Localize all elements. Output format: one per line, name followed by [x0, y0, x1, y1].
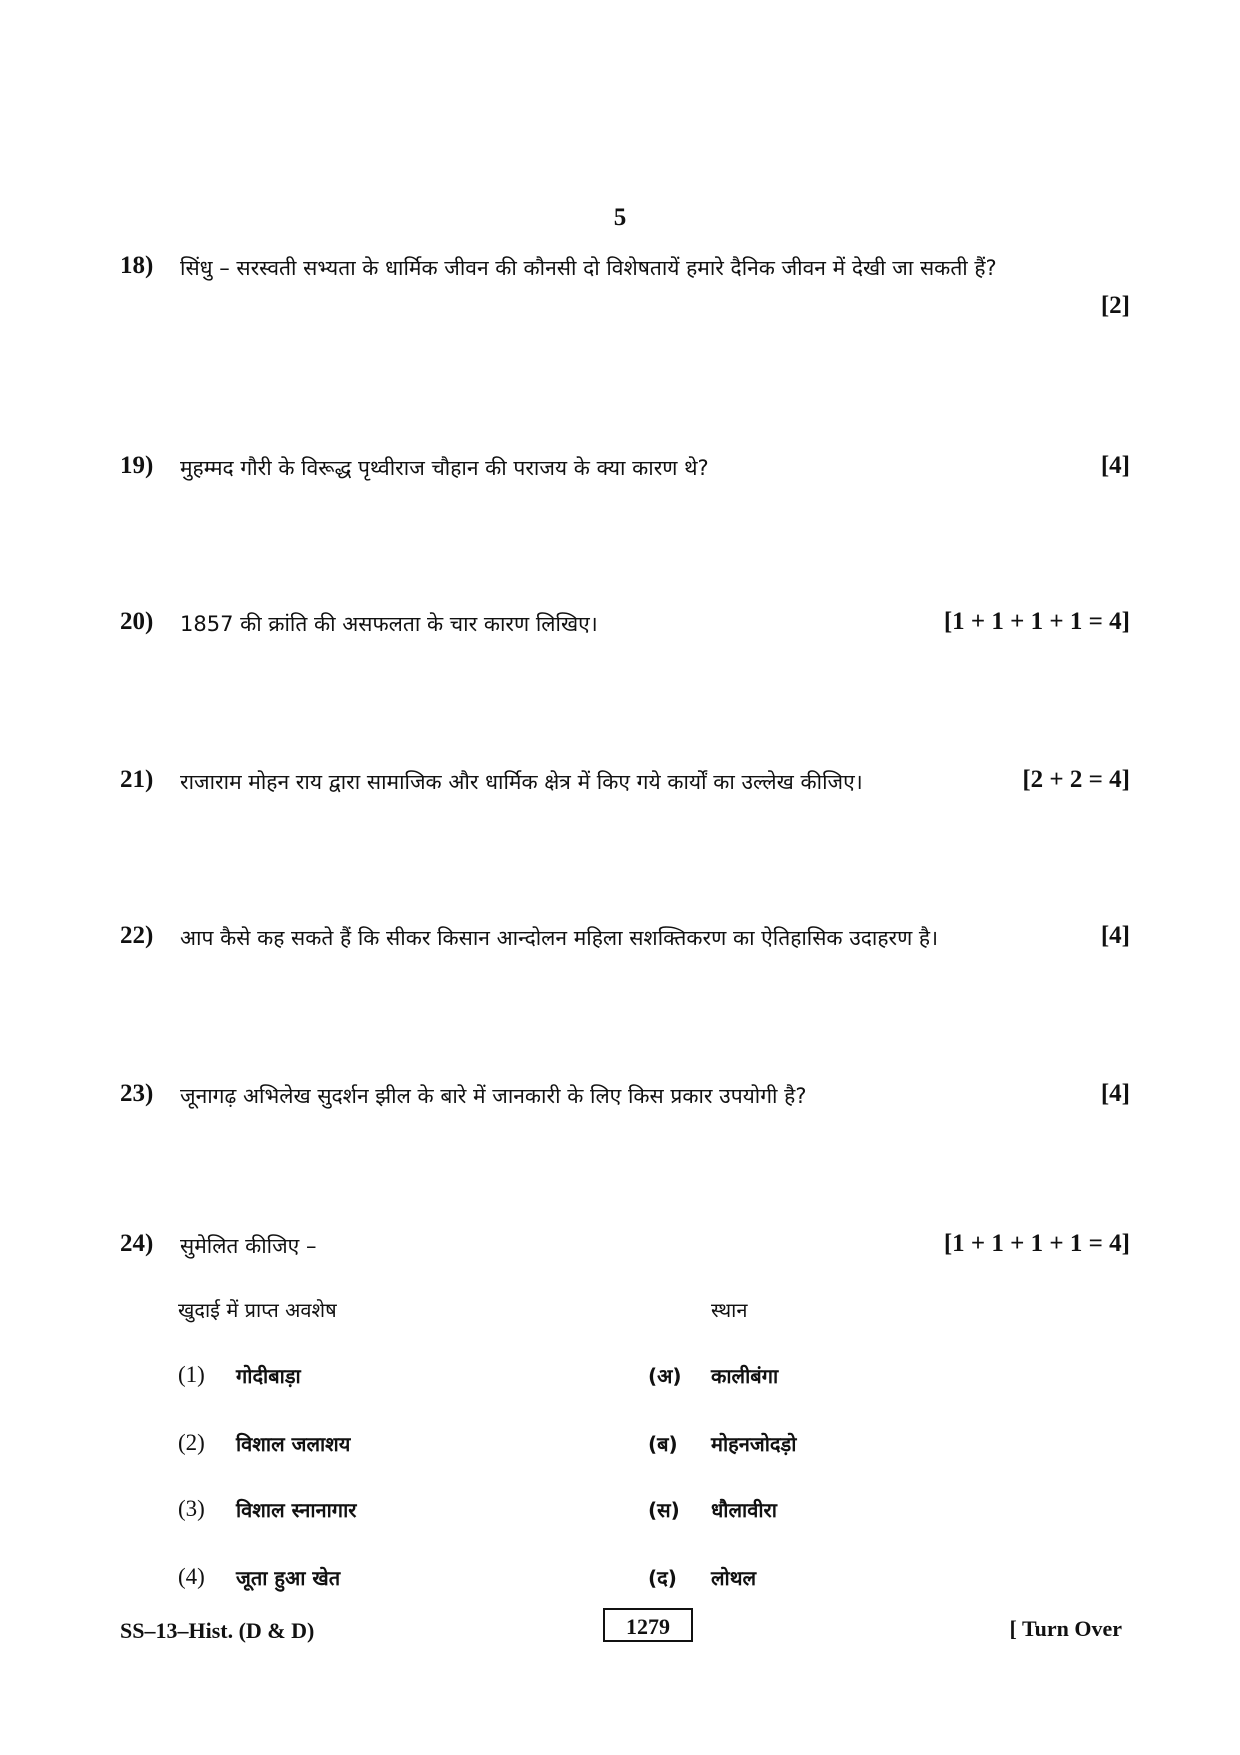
match-right-number: (द) [648, 1566, 677, 1590]
match-right-number: (ब) [648, 1432, 678, 1456]
match-row [178, 1564, 978, 1596]
question-number: 20) [120, 608, 154, 635]
question-marks: [1 + 1 + 1 + 1 = 4] [943, 608, 1130, 635]
match-left-number: (3) [178, 1496, 205, 1521]
match-left-number: (4) [178, 1564, 205, 1589]
match-row [178, 1496, 978, 1528]
turn-over-note: [ Turn Over [1009, 1616, 1122, 1641]
match-row [178, 1430, 978, 1462]
page-number: 5 [613, 204, 627, 231]
match-left-text: गोदीबाड़ा [236, 1364, 301, 1388]
match-left-number: (2) [178, 1430, 205, 1455]
match-right-number: (अ) [648, 1364, 682, 1388]
paper-code: SS–13–Hist. (D & D) [120, 1618, 315, 1643]
question-text: सुमेलित कीजिए – [180, 1234, 317, 1258]
question-number: 18) [120, 252, 154, 279]
match-right-number: (स) [648, 1498, 680, 1522]
match-left-text: विशाल स्नानागार [236, 1498, 357, 1522]
question-text: सिंधु – सरस्वती सभ्यता के धार्मिक जीवन की कौनसी दो विशेषतायें हमारे दैनिक जीवन में देखी जा सकती हैं? [180, 256, 997, 280]
question-text: आप कैसे कह सकते हैं कि सीकर किसान आन्दोलन महिला सशक्तिकरण का ऐतिहासिक उदाहरण है। [180, 926, 939, 950]
question-marks: [4] [1100, 452, 1130, 479]
question-text: राजाराम मोहन राय द्वारा सामाजिक और धार्मिक क्षेत्र में किए गये कार्यों का उल्लेख कीजिए। [180, 770, 863, 794]
match-left-header: खुदाई में प्राप्त अवशेष [178, 1298, 337, 1322]
match-right-text: कालीबंगा [711, 1364, 779, 1388]
question-number: 23) [120, 1080, 154, 1107]
question-marks: [1 + 1 + 1 + 1 = 4] [943, 1230, 1130, 1257]
question-text: 1857 की क्रांति की असफलता के चार कारण लिखिए। [180, 612, 598, 636]
question-marks: [2] [1100, 292, 1130, 319]
match-right-text: धौलावीरा [711, 1498, 777, 1522]
match-right-text: लोथल [711, 1566, 757, 1590]
question-number: 22) [120, 922, 154, 949]
question-number: 21) [120, 766, 154, 793]
match-right-header: स्थान [711, 1298, 748, 1322]
question-number: 19) [120, 452, 154, 479]
question-text: मुहम्मद गौरी के विरूद्ध पृथ्वीराज चौहान की पराजय के क्या कारण थे? [180, 456, 709, 480]
match-row [178, 1362, 978, 1394]
question-text: जूनागढ़ अभिलेख सुदर्शन झील के बारे में जानकारी के लिए किस प्रकार उपयोगी है? [180, 1084, 807, 1108]
match-left-text: विशाल जलाशय [236, 1432, 351, 1456]
match-left-number: (1) [178, 1362, 205, 1387]
page-code-box: 1279 [603, 1608, 693, 1642]
question-number: 24) [120, 1230, 154, 1257]
question-marks: [4] [1100, 922, 1130, 949]
question-marks: [2 + 2 = 4] [1022, 766, 1130, 793]
question-marks: [4] [1100, 1080, 1130, 1107]
match-left-text: जूता हुआ खेत [236, 1566, 341, 1590]
match-right-text: मोहनजोदड़ो [711, 1432, 797, 1456]
